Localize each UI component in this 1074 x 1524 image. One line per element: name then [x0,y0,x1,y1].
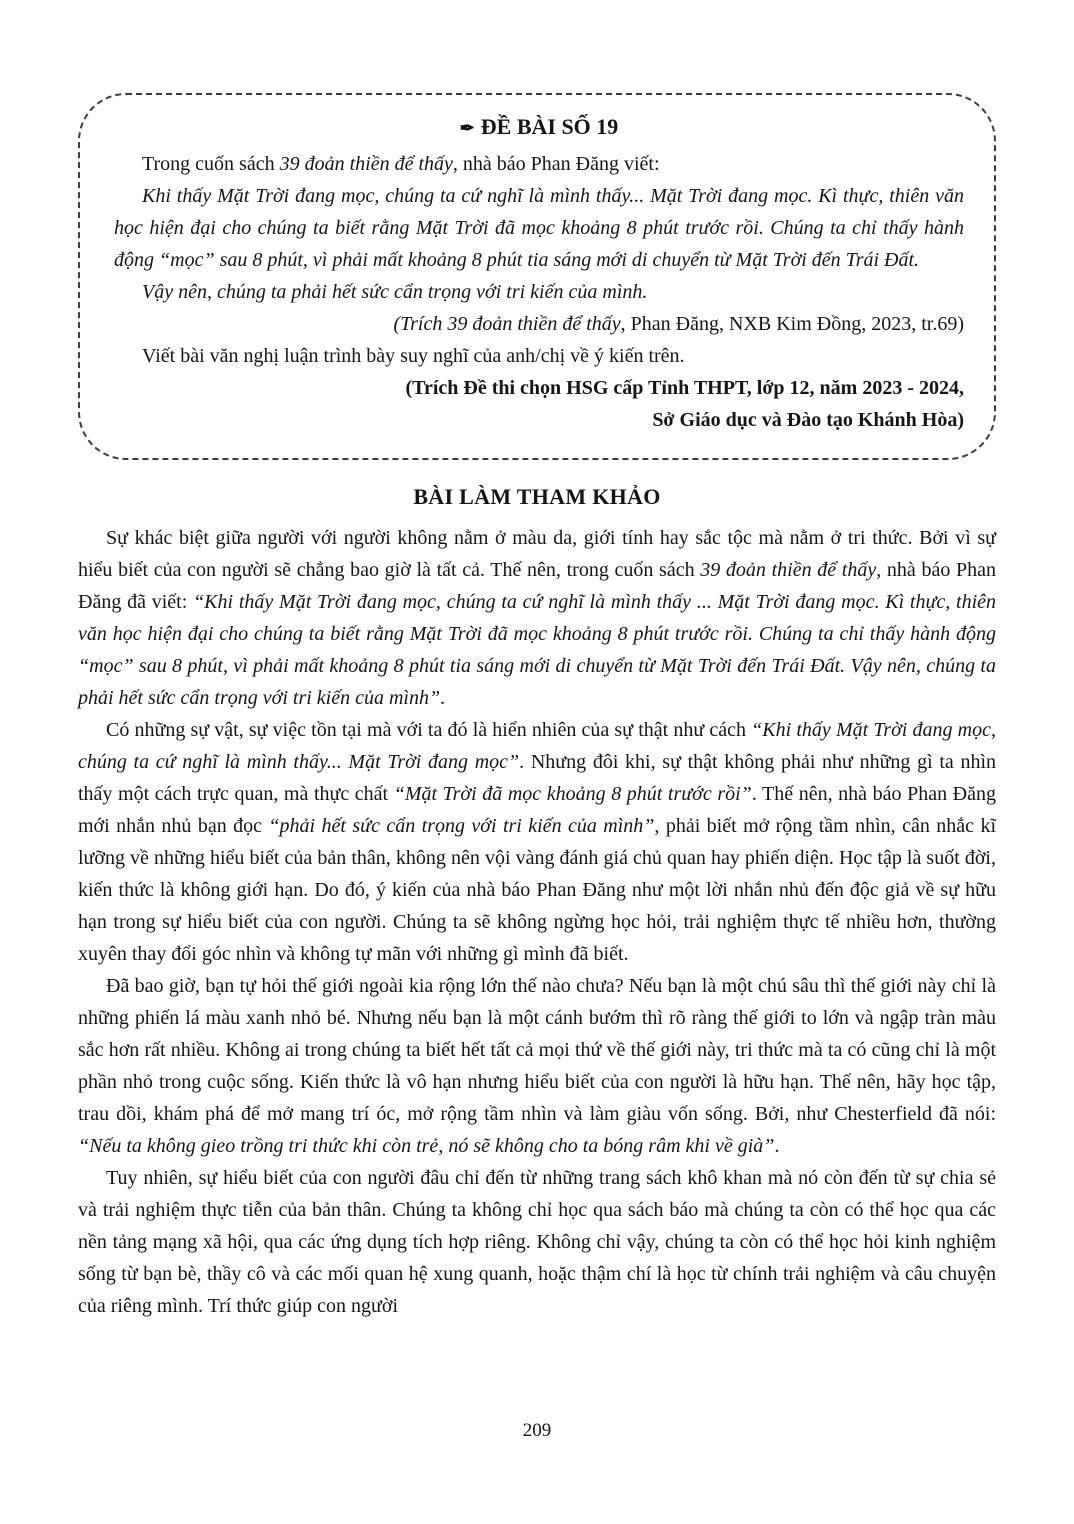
essay-paragraph-segment: . Nhưng đôi khi, sự thật không phải như những gì ta nhìn thấy một cách trực quan, mà thực chất [78,751,997,805]
prompt-line-segment: , nhà báo Phan Đăng viết: [452,153,660,175]
prompt-line [114,148,964,180]
essay-paragraph-segment: . [440,687,446,709]
pen-icon: ✒ [459,118,475,138]
prompt-line [114,308,964,340]
prompt-line-segment: , Phan Đăng, NXB Kim Đồng, 2023, tr.69) [620,313,964,335]
exam-prompt-box [78,93,996,460]
essay-paragraph-segment: , phải biết mở rộng tầm nhìn, cân nhắc kĩ lưỡng về những hiểu biết của bản thân, không nên vội vàng đánh giá chủ quan hay phiến diện. Học tập là suốt đời, kiến thức là không giới hạn. Do đó, ý kiến của nhà báo Phan Đăng như một lời nhắn nhủ đến độc giả về sự hữu hạn trong sự hiểu biết của con người. Chúng ta sẽ không ngừng học hỏi, trải nghiệm thực tế nhiều hơn, thường xuyên thay đổi góc nhìn và không tự mãn với những gì mình đã biết. [78,815,997,965]
prompt-line-segment: (Trích 39 đoản thiền để thấy [393,313,621,335]
prompt-line-segment: Viết bài văn nghị luận trình bày suy nghĩ của anh/chị về ý kiến trên. [142,345,685,367]
prompt-title [114,111,964,144]
essay-paragraph-segment: “Khi thấy Mặt Trời đang mọc, chúng ta cứ nghĩ là mình thấy... Mặt Trời đang mọc” [78,719,997,773]
prompt-line-segment: Trong cuốn sách [142,153,280,175]
prompt-line-segment: Sở Giáo dục và Đào tạo Khánh Hòa) [652,409,964,431]
prompt-line [114,404,964,436]
prompt-line [114,180,964,276]
prompt-line-segment: (Trích Đề thi chọn HSG cấp Tỉnh THPT, lớp 12, năm 2023 - 2024, [405,377,964,399]
prompt-line [114,276,964,308]
prompt-line [114,372,964,404]
page-number: 209 [522,1420,552,1441]
prompt-line-segment: 39 đoản thiền để thấy [279,153,453,175]
essay-paragraph-segment: “phải hết sức cẩn trọng với tri kiến của mình” [268,815,655,837]
essay-paragraph-segment: Tuy nhiên, sự hiểu biết của con người đâu chỉ đến từ những trang sách khô khan mà nó còn đến từ sự chia sẻ và trải nghiệm thực tiễn của bản thân. Chúng ta không chỉ học qua sách báo mà chúng ta còn có thể học qua các nền tảng mạng xã hội, qua các ứng dụng tích hợp riêng. Không chỉ vậy, chúng ta còn có thể học hỏi kinh nghiệm sống từ bạn bè, thầy cô và các mối quan hệ xung quanh, hoặc thậm chí là học từ chính trải nghiệm và câu chuyện của riêng mình. Trí thức giúp con người [78,1167,996,1317]
prompt-body [114,148,964,436]
essay-paragraph-segment: “Khi thấy Mặt Trời đang mọc, chúng ta cứ nghĩ là mình thấy ... Mặt Trời đang mọc. Kì thực, thiên văn học hiện đại cho chúng ta biết rằng Mặt Trời đã mọc khoảng 8 phút trước rồi. Chúng ta chỉ thấy hành động “mọc” sau 8 phút, vì phải mất khoảng 8 phút tia sáng mới di chuyển từ Mặt Trời đến Trái Đất. Vậy nên, chúng ta phải hết sức cẩn trọng với tri kiến của mình” [78,591,997,709]
essay-paragraph [78,522,996,714]
prompt-line [114,340,964,372]
prompt-line-segment: Vậy nên, chúng ta phải hết sức cẩn trọng với tri kiến của mình. [142,281,648,303]
essay-paragraph-segment: “Nếu ta không gieo trồng tri thức khi còn trẻ, nó sẽ không cho ta bóng râm khi về già” [78,1135,775,1157]
essay-paragraph-segment: . Thế nên, nhà báo Phan Đăng mới nhắn nhủ bạn đọc [78,783,997,837]
prompt-title-text: ĐỀ BÀI SỐ 19 [480,114,619,139]
essay-paragraph-segment: . [774,1135,780,1157]
essay-paragraph-segment: Có những sự vật, sự việc tồn tại mà với ta đó là hiển nhiên của sự thật như cách [106,719,752,741]
essay-paragraph [78,714,996,970]
essay-body [78,522,996,1322]
essay-paragraph-segment: “Mặt Trời đã mọc khoảng 8 phút trước rồi” [393,783,752,805]
essay-heading: BÀI LÀM THAM KHẢO [413,484,661,509]
essay-paragraph-segment: Sự khác biệt giữa người với người không nằm ở màu da, giới tính hay sắc tộc mà nằm ở tri thức. Bởi vì sự hiểu biết của con người sẽ chẳng bao giờ là tất cả. Thế nên, trong cuốn sách [78,527,996,581]
essay-paragraph-segment: , nhà báo Phan Đăng đã viết: [78,559,996,613]
essay-paragraph [78,970,996,1162]
essay-paragraph-segment: Đã bao giờ, bạn tự hỏi thế giới ngoài kia rộng lớn thế nào chưa? Nếu bạn là một chú sâu thì thế giới này chỉ là những phiến lá màu xanh nhỏ bé. Nhưng nếu bạn là một cánh bướm thì rõ ràng thế giới to lớn và ngập tràn màu sắc hơn rất nhiều. Không ai trong chúng ta biết hết tất cả mọi thứ về thế giới này, tri thức mà ta có cũng chỉ là một phần nhỏ trong cuộc sống. Kiến thức là vô hạn nhưng hiểu biết của con người là hữu hạn. Thế nên, hãy học tập, trau dồi, khám phá để mở mang trí óc, mở rộng tầm nhìn và làm giàu vốn sống. Bởi, như Chesterfield đã nói: [78,975,996,1125]
essay-paragraph-segment: 39 đoản thiền để thấy [700,559,877,581]
prompt-line-segment: Khi thấy Mặt Trời đang mọc, chúng ta cứ nghĩ là mình thấy... Mặt Trời đang mọc. Kì thực, thiên văn học hiện đại cho chúng ta biết rằng Mặt Trời đã mọc khoảng 8 phút trước rồi. Chúng ta chỉ thấy hành động “mọc” sau 8 phút, vì phải mất khoảng 8 phút tia sáng mới di chuyển từ Mặt Trời đến Trái Đất. [114,185,964,271]
essay-paragraph [78,1162,996,1322]
